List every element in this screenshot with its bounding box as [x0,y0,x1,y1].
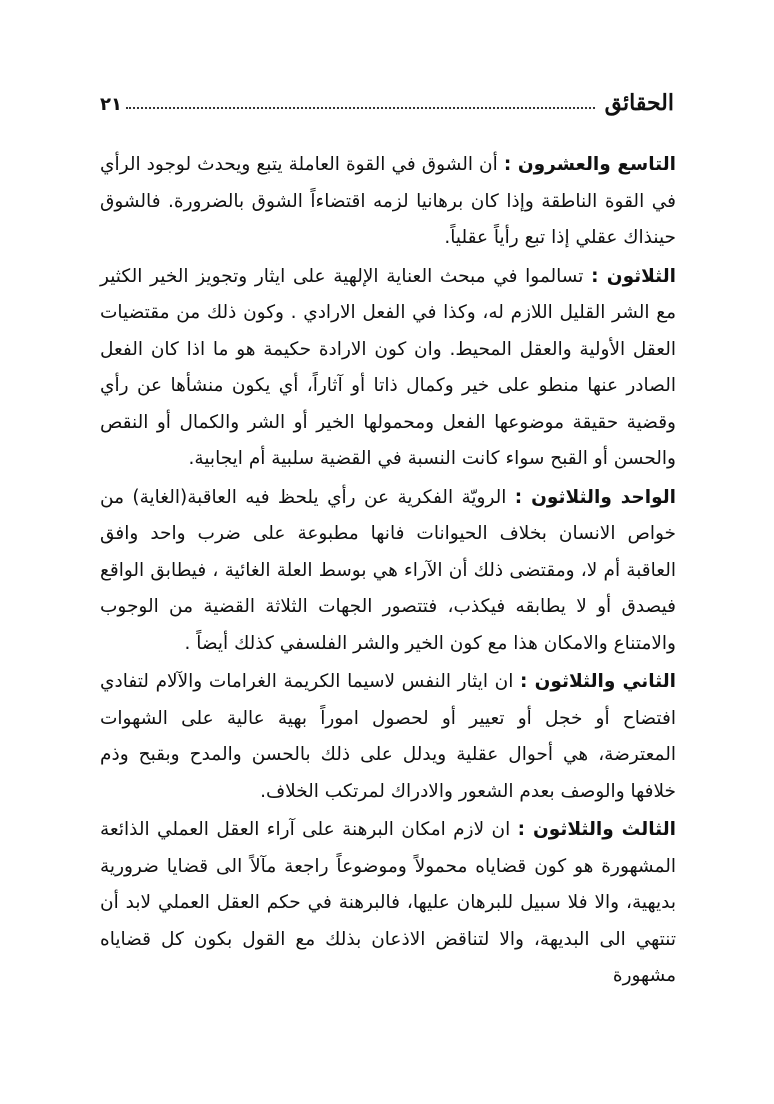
page-body [100,147,676,997]
paragraph-29 [100,147,676,257]
page-number: ٢١ [100,94,122,115]
paragraph-text: تسالموا في مبحث العناية الإلهية على ايثار وتجويز الخير الكثير مع الشر القليل اللازم له، وكذا في الفعل الارادي . وكون ذلك من مقتضيات العقل الأولية والعقل المحيط. وان كون الارادة حكيمة هو ما اذا كان الفعل الصادر عنها منطو على خير وكمال ذاتا أو آثاراً، أي يكون منشأها عن رأي وقضية حقيقة موضوعها الفعل ومحمولها الخير أو الشر والكمال أو النقص والحسن أو القبح سواء كانت النسبة في القضية سلبية أم ايجابية. [100,265,676,469]
paragraph-heading: الثلاثون : [591,265,676,287]
book-logo: الحقائق [604,90,674,116]
paragraph-30 [100,259,676,478]
paragraph-text: ان ايثار النفس لاسيما الكريمة الغرامات والآلام لتفادي افتضاح أو خجل أو تعيير أو لحصول اموراً بهية عالية على الشهوات المعترضة، هي أحوال عقلية ويدلل على ذلك بالحسن والمدح وبقبح وذم خلافها والوصف بعدم الشعور والادراك لمرتكب الخلاف. [100,671,676,802]
paragraph-text: الرويّة الفكرية عن رأي يلحظ فيه العاقبة(الغاية) من خواص الانسان بخلاف الحيوانات فانها مطبوعة على ضرب واحد وافق العاقبة أم لا، ومقتضى ذلك أن الآراء هي بوسط العلة الغائية ، فيطابق الواقع فيصدق أو لا يطابقه فيكذب، فتتصور الجهات الثلاثة القضية من الوجوب والامتناع والامكان هذا مع كون الخير والشر الفلسفي كذلك أيضاً . [100,486,676,654]
paragraph-text: ان لازم امكان البرهنة على آراء العقل العملي الذائعة المشهورة هو كون قضاياه محمولاً وموضوعاً راجعة مآلاً الى قضايا ضرورية بديهية، والا فلا سبيل للبرهان عليها، فالبرهنة في حكم العقل العملي لابد أن تنتهي الى البديهة، والا لتناقض الاذعان بذلك مع القول بكون كل قضاياه مشهورة [100,819,676,986]
dotted-leader [126,106,595,109]
paragraph-heading: الثالث والثلاثون : [517,819,676,840]
paragraph-heading: الثاني والثلاثون : [520,671,676,692]
running-header [100,84,674,116]
paragraph-32 [100,664,676,810]
paragraph-heading: الواحد والثلاثون : [514,486,676,508]
paragraph-heading: التاسع والعشرون : [503,154,676,175]
paragraph-31 [100,480,676,663]
paragraph-text: أن الشوق في القوة العاملة يتبع ويحدث لوجود الرأي في القوة الناطقة وإذا كان برهانيا لزمه اقتضاءاً الشوق بالضرورة. فالشوق حينذاك عقلي إذا تبع رأياً عقلياً. [100,154,676,248]
paragraph-33 [100,812,676,995]
